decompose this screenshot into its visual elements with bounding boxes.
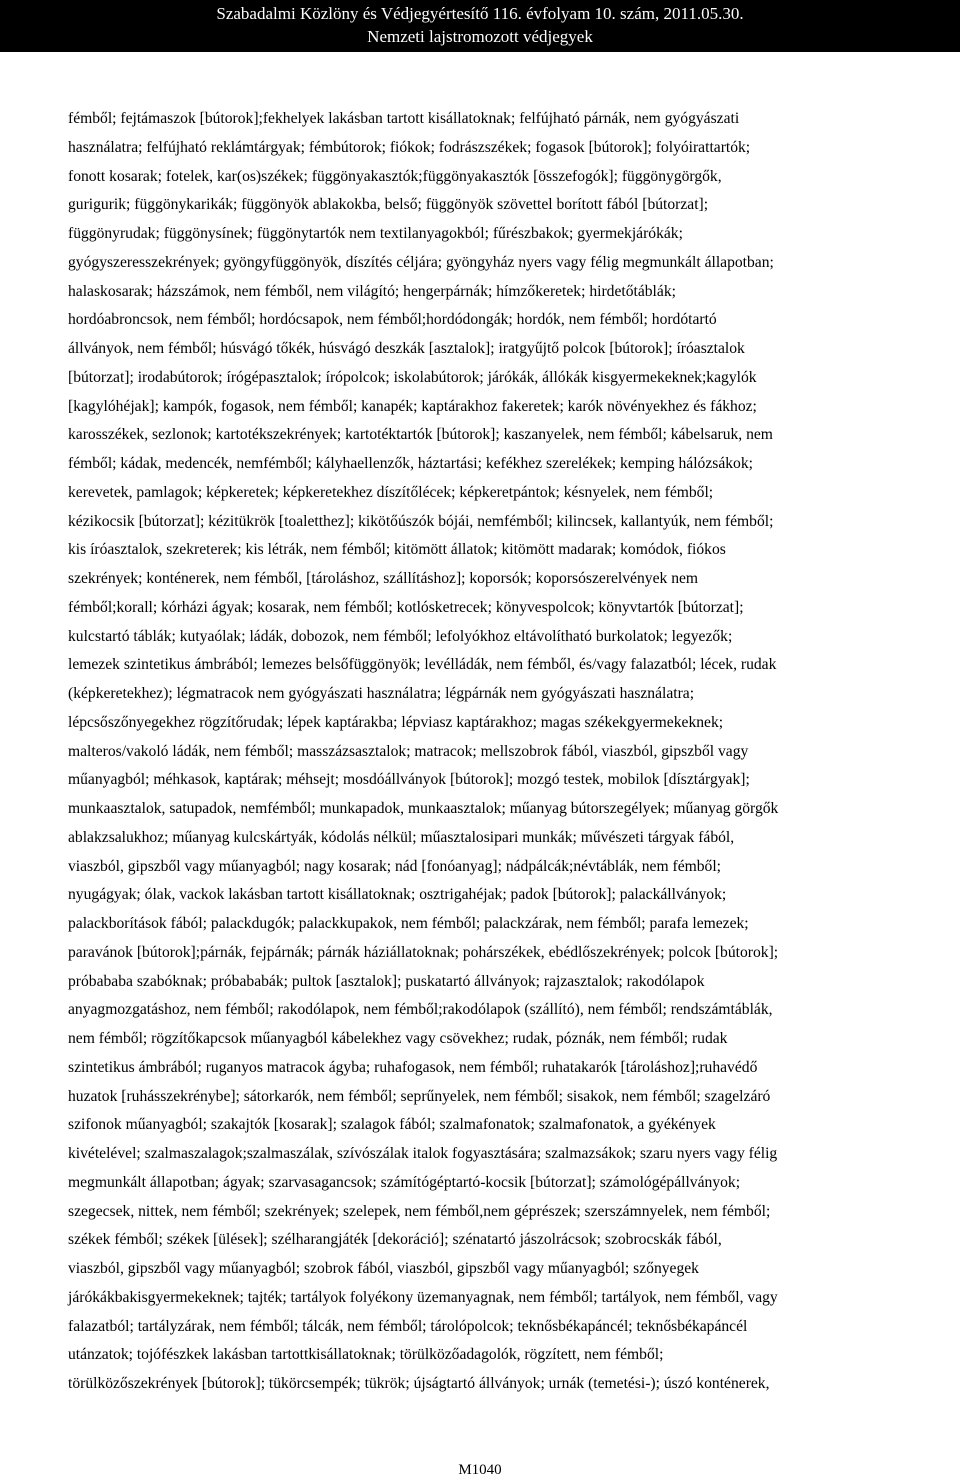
text-line: fémből;korall; kórházi ágyak; kosarak, nem fémből; kotlósketrecek; könyvespolcok; könyvtartók [bútorzat]; xyxy=(68,598,744,616)
text-line: fonott kosarak; fotelek, kar(os)székek; függönyakasztók;függönyakasztók [összefogók]; függönygörgők, xyxy=(68,167,722,185)
text-line: ablakzsalukhoz; műanyag kulcskártyák, kódolás nélkül; műasztalosipari munkák; művészeti tárgyak fából, xyxy=(68,828,735,846)
text-line: halaskosarak; házszámok, nem fémből, nem világító; hengerpárnák; hímzőkeretek; hirdetőtáblák; xyxy=(68,282,676,300)
header-section-title: Nemzeti lajstromozott védjegyek xyxy=(367,27,593,46)
text-line: kerevetek, pamlagok; képkeretek; képkeretekhez díszítőlécek; képkeretpántok; késnyelek, nem fémből; xyxy=(68,483,714,501)
text-line: kivételével; szalmaszalagok;szalmaszálak, szívószálak italok fogyasztására; szalmazsákok; szaru nyers vagy félig xyxy=(68,1145,778,1162)
text-line: fémből; kádak, medencék, nemfémből; kályhaellenzők, háztartási; kefékhez szerelékek; kemping hálózsákok; xyxy=(68,455,753,472)
text-line: nyugágyak; ólak, vackok lakásban tartott kisállatoknak; osztrigahéjak; padok [bútorok]; palackállványok; xyxy=(68,886,727,904)
text-line: járókákbakisgyermekeknek; tajték; tartályok folyékony üzemanyagnak, nem fémből; tartályok, nem fémből, vagy xyxy=(68,1288,778,1306)
text-line: viaszból, gipszből vagy műanyagból; szobrok fából, viaszból, gipszből vagy műanyagból; szőnyegek xyxy=(68,1260,699,1277)
text-line: székek fémből; székek [ülések]; szélharangjáték [dekoráció]; szénatartó jászolrácsok; szobrocskák fából, xyxy=(68,1231,722,1249)
text-line: palackborítások fából; palackdugók; palackkupakok, nem fémből; palackzárak, nem fémből; parafa lemezek; xyxy=(68,915,749,932)
page-code: M1040 xyxy=(458,1462,502,1478)
text-line: törülközőszekrények [bútorok]; tükörcsempék; tükrök; újságtartó állványok; urnák (temetési-); úszó konténerek, xyxy=(68,1375,770,1392)
text-line: próbababa szabóknak; próbababák; pultok [asztalok]; puskatartó állványok; rajzasztalok; rakodólapok xyxy=(68,972,705,990)
text-line: kézikocsik [bútorzat]; kézitükrök [toaletthez]; kikötőúszók bójái, nemfémből; kilincsek, kallantyúk, nem fémből; xyxy=(68,512,774,530)
text-line: nem fémből; rögzítőkapcsok műanyagból kábelekhez vagy csövekhez; rudak, póznák, nem fémből; rudak xyxy=(68,1030,728,1047)
text-line: huzatok [ruhásszekrénybe]; sátorkarók, nem fémből; seprűnyelek, nem fémből; sisakok, nem fémből; szagelzáró xyxy=(68,1087,771,1105)
text-line: szintetikus ámbrából; ruganyos matracok ágyba; ruhafogasok, nem fémből; ruhatakarók [tároláshoz];ruhavédő xyxy=(68,1058,758,1076)
text-line: megmunkált állapotban; ágyak; szarvasagancsok; számítógéptartó-kocsik [bútorzat]; számológépállványok; xyxy=(68,1173,741,1191)
text-line: [bútorzat]; irodabútorok; írógépasztalok; írópolcok; iskolabútorok; járókák, állókák kisgyermekeknek;kagylók xyxy=(68,368,757,386)
text-line: szegecsek, nittek, nem fémből; szekrények; szelepek, nem fémből,nem géprészek; szerszámnyelek, nem fémből; xyxy=(68,1202,771,1220)
header-journal-title: Szabadalmi Közlöny és Védjegyértesítő 116. évfolyam 10. szám, 2011.05.30. xyxy=(216,4,744,23)
text-line: anyagmozgatáshoz, nem fémből; rakodólapok, nem fémből;rakodólapok (szállító), nem fémből; rendszámtáblák, xyxy=(68,1001,773,1019)
text-line: műanyagból; méhkasok, kaptárak; méhsejt; mosdóállványok [bútorok]; mozgó testek, mobilok [dísztárgyak]; xyxy=(68,771,750,789)
text-line: [kagylóhéjak]; kampók, fogasok, nem fémből; kanapék; kaptárakhoz fakeretek; karók növényekhez és fákhoz; xyxy=(68,397,757,415)
text-line: falazatból; tartályzárak, nem fémből; tálcák, nem fémből; tárolópolcok; teknősbékapáncél; teknősbékapáncél xyxy=(68,1317,748,1335)
goods-list-text xyxy=(68,105,908,1399)
page-header xyxy=(0,0,960,52)
text-line: kulcstartó táblák; kutyaólak; ládák, dobozok, nem fémből; lefolyókhoz eltávolítható burkolatok; legyezők; xyxy=(68,627,733,645)
text-line: állványok, nem fémből; húsvágó tőkék, húsvágó deszkák [asztalok]; iratgyűjtő polcok [bútorok]; íróasztalok xyxy=(68,340,745,357)
text-line: függönyrudak; függönysínek; függönytartók nem textilanyagokból; fűrészbakok; gyermekjárókák; xyxy=(68,225,683,242)
text-line: kis íróasztalok, szekreterek; kis létrák, nem fémből; kitömött állatok; kitömött madarak; komódok, fiókos xyxy=(68,541,726,559)
text-line: karosszékek, sezlonok; kartotékszekrények; kartotéktartók [bútorok]; kaszanyelek, nem fémből; kábelsaruk, nem xyxy=(68,426,773,444)
text-line: malteros/vakoló ládák, nem fémből; masszázsasztalok; matracok; mellszobrok fából, viaszból, gipszből vagy xyxy=(68,742,749,760)
text-line: gurigurik; függönykarikák; függönyök ablakokba, belső; függönyök szövettel borított fából [bútorzat]; xyxy=(68,196,709,214)
text-line: lemezek szintetikus ámbrából; lemezes belsőfüggönyök; levélládák, nem fémből, és/vagy falazatból; lécek, rudak xyxy=(68,656,777,674)
text-line: hordóabroncsok, nem fémből; hordócsapok, nem fémből;hordódongák; hordók, nem fémből; hordótartó xyxy=(68,311,717,329)
text-line: szekrények; konténerek, nem fémből, [tároláshoz, szállításhoz]; koporsók; koporsószerelvények nem xyxy=(68,570,699,587)
text-line: lépcsőszőnyegekhez rögzítőrudak; lépek kaptárakba; lépviasz kaptárakhoz; magas székekgyermekeknek; xyxy=(68,713,724,731)
text-line: fémből; fejtámaszok [bútorok];fekhelyek lakásban tartott kisállatoknak; felfújható párnák, nem gyógyászati xyxy=(68,110,740,127)
text-line: szifonok műanyagból; szakajtók [kosarak]; szalagok fából; szalmafonatok; szalmafonatok, a gyékények xyxy=(68,1116,716,1134)
text-line: viaszból, gipszből vagy műanyagból; nagy kosarak; nád [fonóanyag]; nádpálcák;névtáblák, nem fémből; xyxy=(68,857,722,875)
text-line: paravánok [bútorok];párnák, fejpárnák; párnák háziállatoknak; pohárszékek, ebédlőszekrények; polcok [bútorok]; xyxy=(68,943,779,961)
text-line: munkaasztalok, satupadok, nemfémből; munkapadok, munkaasztalok; műanyag bútorszegélyek; műanyag görgők xyxy=(68,800,779,817)
text-line: használatra; felfújható reklámtárgyak; fémbútorok; fiókok; fodrászszékek; fogasok [bútorok]; folyóirattartók; xyxy=(68,138,751,156)
text-line: gyógyszeresszekrények; gyöngyfüggönyök, díszítés céljára; gyöngyház nyers vagy félig megmunkált állapotban; xyxy=(68,253,774,271)
text-line: (képkeretekhez); légmatracok nem gyógyászati használatra; légpárnák nem gyógyászati használatra; xyxy=(68,685,695,702)
text-line: utánzatok; tojófészkek lakásban tartottkisállatoknak; törülközőadagolók, rögzített, nem fémből; xyxy=(68,1346,664,1364)
